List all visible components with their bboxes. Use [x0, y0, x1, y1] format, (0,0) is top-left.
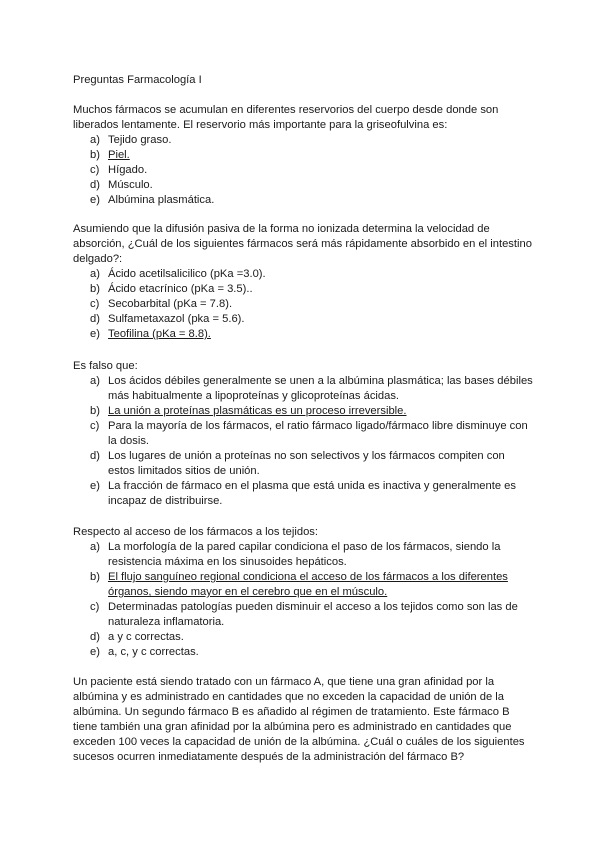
question-stem: Asumiendo que la difusión pasiva de la forma no ionizada determina la velocidad de absorción, ¿Cuál de los siguientes fármacos será más rápidamente absorbido en el intestino delgado?:: [73, 223, 532, 265]
option-c: c) Hígado.: [90, 164, 148, 176]
option-b: b) Piel.: [90, 149, 130, 161]
option-d: d) a y c correctas.: [90, 631, 184, 643]
question-stem: Un paciente está siendo tratado con un fármaco A, que tiene una gran afinidad por la albúmina y es administrado en cantidades que no exceden la capacidad de unión de la albúmina. Un segundo fármaco B es añadido al régimen de tratamiento. Este fármaco B tiene también una gran afinidad por la albúmina pero es administrado en cantidades que exceden 100 veces la capacidad de unión de la albúmina. ¿Cuál o cuáles de los siguientes sucesos ocurren inmediatamente después de la administración del fármaco B?: [73, 676, 525, 763]
option-b: b) Ácido etacrínico (pKa = 3.5)..: [90, 283, 253, 295]
option-e: e) a, c, y c correctas.: [90, 646, 199, 658]
option-a: a) La morfología de la pared capilar condiciona el paso de los fármacos, siendo la resistencia máxima en los sinusoides hepáticos.: [90, 541, 501, 568]
question-3: [73, 359, 533, 509]
question-5: [73, 675, 533, 765]
options-list: [73, 133, 533, 208]
option-a: a) Tejido graso.: [90, 134, 172, 146]
document-title: Preguntas Farmacología I: [73, 74, 202, 86]
question-stem: Respecto al acceso de los fármacos a los tejidos:: [73, 526, 319, 538]
question-stem: Muchos fármacos se acumulan en diferentes reservorios del cuerpo desde donde son liberados lentamente. El reservorio más importante para la griseofulvina es:: [73, 104, 499, 131]
option-b: b) El flujo sanguíneo regional condiciona el acceso de los fármacos a los diferentes órganos, siendo mayor en el cerebro que en el músculo.: [90, 571, 508, 598]
options-list: [73, 374, 533, 509]
option-d: d) Los lugares de unión a proteínas no son selectivos y los fármacos compiten con estos limitados sitios de unión.: [90, 450, 505, 477]
option-d: d) Sulfametaxazol (pka = 5.6).: [90, 313, 245, 325]
question-2: [73, 222, 533, 342]
option-c: c) Determinadas patologías pueden disminuir el acceso a los tejidos como son las de naturaleza inflamatoria.: [90, 601, 518, 628]
option-b: b) La unión a proteínas plasmáticas es un proceso irreversible.: [90, 405, 407, 417]
question-1: [73, 103, 533, 208]
option-e: e) La fracción de fármaco en el plasma que está unida es inactiva y generalmente es incapaz de distribuirse.: [90, 480, 516, 507]
options-list: [73, 540, 533, 660]
option-d: d) Músculo.: [90, 179, 153, 191]
option-a: a) Ácido acetilsalicilico (pKa =3.0).: [90, 268, 266, 280]
option-e: e) Teofilina (pKa = 8.8).: [90, 328, 211, 340]
question-4: [73, 525, 533, 660]
option-a: a) Los ácidos débiles generalmente se unen a la albúmina plasmática; las bases débiles más habitualmente a lipoproteínas y glicoproteínas ácidas.: [90, 375, 533, 402]
option-e: e) Albúmina plasmática.: [90, 194, 215, 206]
option-c: c) Para la mayoría de los fármacos, el ratio fármaco ligado/fármaco libre disminuye con la dosis.: [90, 420, 528, 447]
option-c: c) Secobarbital (pKa = 7.8).: [90, 298, 233, 310]
options-list: [73, 267, 533, 342]
question-stem: Es falso que:: [73, 360, 138, 372]
